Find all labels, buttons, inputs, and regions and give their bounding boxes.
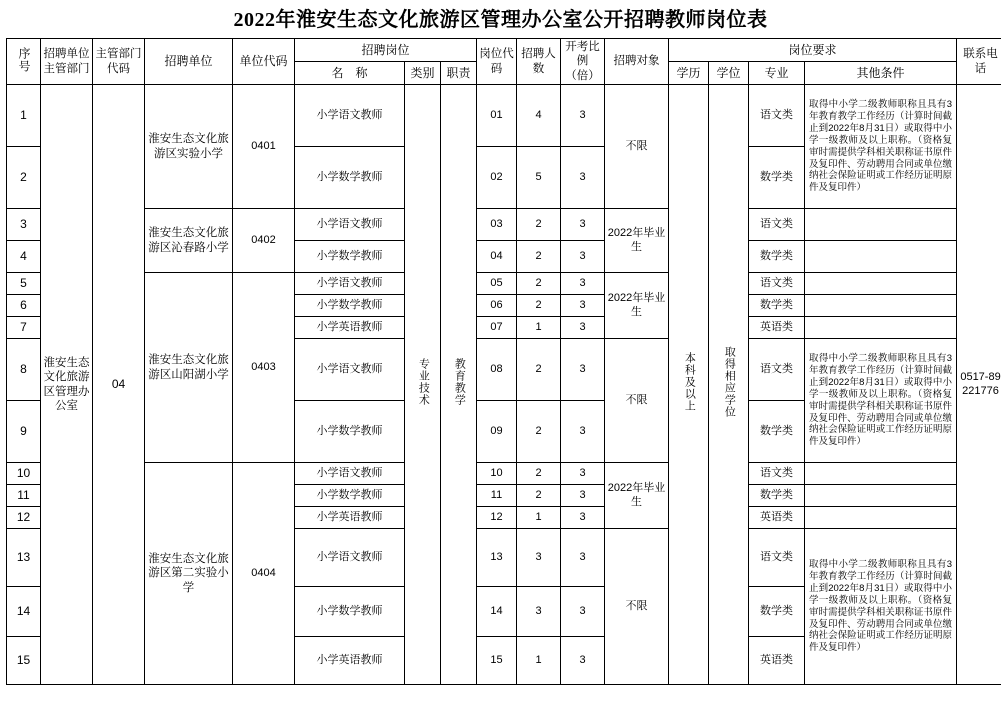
header-seq: 序号: [7, 39, 41, 85]
cell-seq: 14: [7, 587, 41, 637]
cell-target: 2022年毕业生: [605, 273, 669, 339]
cell-post-code: 05: [477, 273, 517, 295]
table-row: [7, 209, 1001, 241]
cell-major: 数学类: [749, 485, 805, 507]
cell-post-name: 小学数学教师: [295, 485, 405, 507]
cell-post-name: 小学语文教师: [295, 85, 405, 147]
cell-unit-name: 淮安生态文化旅游区第二实验小学: [145, 463, 233, 685]
table-row: [7, 85, 1001, 147]
cell-contact-phone: 0517-89221776: [957, 85, 1001, 685]
cell-post-code: 07: [477, 317, 517, 339]
header-major: 专业: [749, 62, 805, 85]
cell-seq: 13: [7, 529, 41, 587]
cell-seq: 1: [7, 85, 41, 147]
header-other-conditions: 其他条件: [805, 62, 957, 85]
header-post-code: 岗位代码: [477, 39, 517, 85]
header-post-duty: 职责: [441, 62, 477, 85]
cell-headcount: 5: [517, 147, 561, 209]
cell-major: 数学类: [749, 295, 805, 317]
cell-post-code: 15: [477, 637, 517, 685]
cell-headcount: 1: [517, 637, 561, 685]
cell-headcount: 2: [517, 463, 561, 485]
header-post-group: 招聘岗位: [295, 39, 477, 62]
cell-headcount: 2: [517, 401, 561, 463]
cell-post-code: 06: [477, 295, 517, 317]
cell-exam-ratio: 3: [561, 273, 605, 295]
cell-post-code: 09: [477, 401, 517, 463]
cell-exam-ratio: 3: [561, 587, 605, 637]
cell-exam-ratio: 3: [561, 147, 605, 209]
cell-target: 不限: [605, 85, 669, 209]
cell-unit-code: 0403: [233, 273, 295, 463]
cell-exam-ratio: 3: [561, 241, 605, 273]
cell-other-conditions: [805, 209, 957, 241]
cell-post-code: 02: [477, 147, 517, 209]
cell-seq: 2: [7, 147, 41, 209]
cell-other-conditions: [805, 485, 957, 507]
cell-post-name: 小学数学教师: [295, 147, 405, 209]
cell-unit-code: 0402: [233, 209, 295, 273]
cell-major: 英语类: [749, 317, 805, 339]
cell-seq: 9: [7, 401, 41, 463]
header-requirements-group: 岗位要求: [669, 39, 957, 62]
cell-major: 语文类: [749, 339, 805, 401]
page-title: 2022年淮安生态文化旅游区管理办公室公开招聘教师岗位表: [233, 9, 768, 31]
cell-exam-ratio: 3: [561, 85, 605, 147]
cell-seq: 11: [7, 485, 41, 507]
header-recruit-unit: 招聘单位: [145, 39, 233, 85]
cell-post-name: 小学语文教师: [295, 273, 405, 295]
cell-post-name: 小学语文教师: [295, 529, 405, 587]
cell-seq: 5: [7, 273, 41, 295]
cell-post-code: 12: [477, 507, 517, 529]
cell-other-conditions: [805, 295, 957, 317]
header-row-1: [7, 39, 1001, 62]
cell-unit-name: 淮安生态文化旅游区山阳湖小学: [145, 273, 233, 463]
cell-unit-name: 淮安生态文化旅游区实验小学: [145, 85, 233, 209]
cell-major: 语文类: [749, 463, 805, 485]
cell-post-code: 13: [477, 529, 517, 587]
cell-post-name: 小学语文教师: [295, 463, 405, 485]
cell-other-conditions: [805, 463, 957, 485]
cell-post-code: 08: [477, 339, 517, 401]
cell-headcount: 2: [517, 339, 561, 401]
cell-major: 语文类: [749, 209, 805, 241]
cell-post-name: 小学数学教师: [295, 401, 405, 463]
cell-headcount: 2: [517, 273, 561, 295]
cell-other-conditions: 取得中小学二级教师职称且具有3年教育教学工作经历（计算时间截止到2022年8月31日）或取得中小学一级教师及以上职称。（资格复审时需提供学科相关职称证书原件及复印件、劳动聘用合同或单位缴纳社会保险证明或工作经历证明原件及复印件）: [805, 339, 957, 463]
cell-post-duty: 教育教学: [441, 85, 477, 685]
cell-major: 数学类: [749, 587, 805, 637]
cell-exam-ratio: 3: [561, 295, 605, 317]
cell-headcount: 1: [517, 317, 561, 339]
cell-major: 语文类: [749, 529, 805, 587]
cell-exam-ratio: 3: [561, 463, 605, 485]
cell-exam-ratio: 3: [561, 317, 605, 339]
cell-dept-name: 淮安生态文化旅游区管理办公室: [41, 85, 93, 685]
cell-target: 不限: [605, 529, 669, 685]
cell-exam-ratio: 3: [561, 339, 605, 401]
header-contact-phone: 联系电话: [957, 39, 1001, 85]
cell-post-name: 小学语文教师: [295, 209, 405, 241]
header-post-category: 类别: [405, 62, 441, 85]
cell-other-conditions: [805, 241, 957, 273]
cell-exam-ratio: 3: [561, 485, 605, 507]
header-post-name: 名 称: [295, 62, 405, 85]
cell-other-conditions: [805, 317, 957, 339]
cell-education: 本科及以上: [669, 85, 709, 685]
cell-post-code: 03: [477, 209, 517, 241]
cell-target: 2022年毕业生: [605, 463, 669, 529]
cell-major: 英语类: [749, 637, 805, 685]
cell-post-code: 01: [477, 85, 517, 147]
cell-headcount: 3: [517, 529, 561, 587]
cell-post-name: 小学英语教师: [295, 317, 405, 339]
cell-post-name: 小学数学教师: [295, 587, 405, 637]
cell-dept-code: 04: [93, 85, 145, 685]
cell-seq: 15: [7, 637, 41, 685]
cell-post-category: 专业技术: [405, 85, 441, 685]
cell-exam-ratio: 3: [561, 637, 605, 685]
cell-seq: 4: [7, 241, 41, 273]
header-target: 招聘对象: [605, 39, 669, 85]
cell-post-name: 小学英语教师: [295, 507, 405, 529]
cell-seq: 8: [7, 339, 41, 401]
cell-degree: 取得相应学位: [709, 85, 749, 685]
header-headcount: 招聘人数: [517, 39, 561, 85]
cell-major: 语文类: [749, 273, 805, 295]
header-recruit-unit-dept: 招聘单位主管部门: [41, 39, 93, 85]
cell-exam-ratio: 3: [561, 529, 605, 587]
cell-major: 数学类: [749, 147, 805, 209]
cell-headcount: 4: [517, 85, 561, 147]
cell-exam-ratio: 3: [561, 507, 605, 529]
cell-post-code: 04: [477, 241, 517, 273]
table-header: [7, 39, 1001, 85]
cell-post-code: 14: [477, 587, 517, 637]
header-education: 学历: [669, 62, 709, 85]
cell-post-name: 小学语文教师: [295, 339, 405, 401]
header-unit-code: 单位代码: [233, 39, 295, 85]
cell-headcount: 2: [517, 241, 561, 273]
table-row: [7, 273, 1001, 295]
cell-exam-ratio: 3: [561, 209, 605, 241]
cell-major: 语文类: [749, 85, 805, 147]
cell-headcount: 2: [517, 485, 561, 507]
cell-major: 英语类: [749, 507, 805, 529]
table-body: [7, 85, 1001, 685]
cell-other-conditions: [805, 507, 957, 529]
cell-post-name: 小学数学教师: [295, 295, 405, 317]
cell-unit-code: 0401: [233, 85, 295, 209]
cell-headcount: 2: [517, 209, 561, 241]
table-row: [7, 463, 1001, 485]
cell-exam-ratio: 3: [561, 401, 605, 463]
cell-other-conditions: 取得中小学二级教师职称且具有3年教育教学工作经历（计算时间截止到2022年8月31日）或取得中小学一级教师及以上职称。（资格复审时需提供学科相关职称证书原件及复印件、劳动聘用合同或单位缴纳社会保险证明或工作经历证明原件及复印件）: [805, 85, 957, 209]
header-dept-code: 主管部门代码: [93, 39, 145, 85]
cell-headcount: 3: [517, 587, 561, 637]
recruitment-table: [6, 38, 1001, 685]
cell-target: 2022年毕业生: [605, 209, 669, 273]
cell-other-conditions: 取得中小学二级教师职称且具有3年教育教学工作经历（计算时间截止到2022年8月31日）或取得中小学一级教师及以上职称。（资格复审时需提供学科相关职称证书原件及复印件、劳动聘用合同或单位缴纳社会保险证明或工作经历证明原件及复印件）: [805, 529, 957, 685]
cell-target: 不限: [605, 339, 669, 463]
cell-unit-name: 淮安生态文化旅游区沁春路小学: [145, 209, 233, 273]
cell-post-name: 小学数学教师: [295, 241, 405, 273]
cell-post-code: 10: [477, 463, 517, 485]
cell-unit-code: 0404: [233, 463, 295, 685]
cell-post-code: 11: [477, 485, 517, 507]
cell-major: 数学类: [749, 401, 805, 463]
cell-headcount: 2: [517, 295, 561, 317]
cell-post-name: 小学英语教师: [295, 637, 405, 685]
cell-seq: 7: [7, 317, 41, 339]
header-degree: 学位: [709, 62, 749, 85]
cell-seq: 12: [7, 507, 41, 529]
cell-seq: 6: [7, 295, 41, 317]
cell-seq: 3: [7, 209, 41, 241]
cell-headcount: 1: [517, 507, 561, 529]
header-exam-ratio: 开考比例（倍）: [561, 39, 605, 85]
cell-major: 数学类: [749, 241, 805, 273]
cell-other-conditions: [805, 273, 957, 295]
cell-seq: 10: [7, 463, 41, 485]
